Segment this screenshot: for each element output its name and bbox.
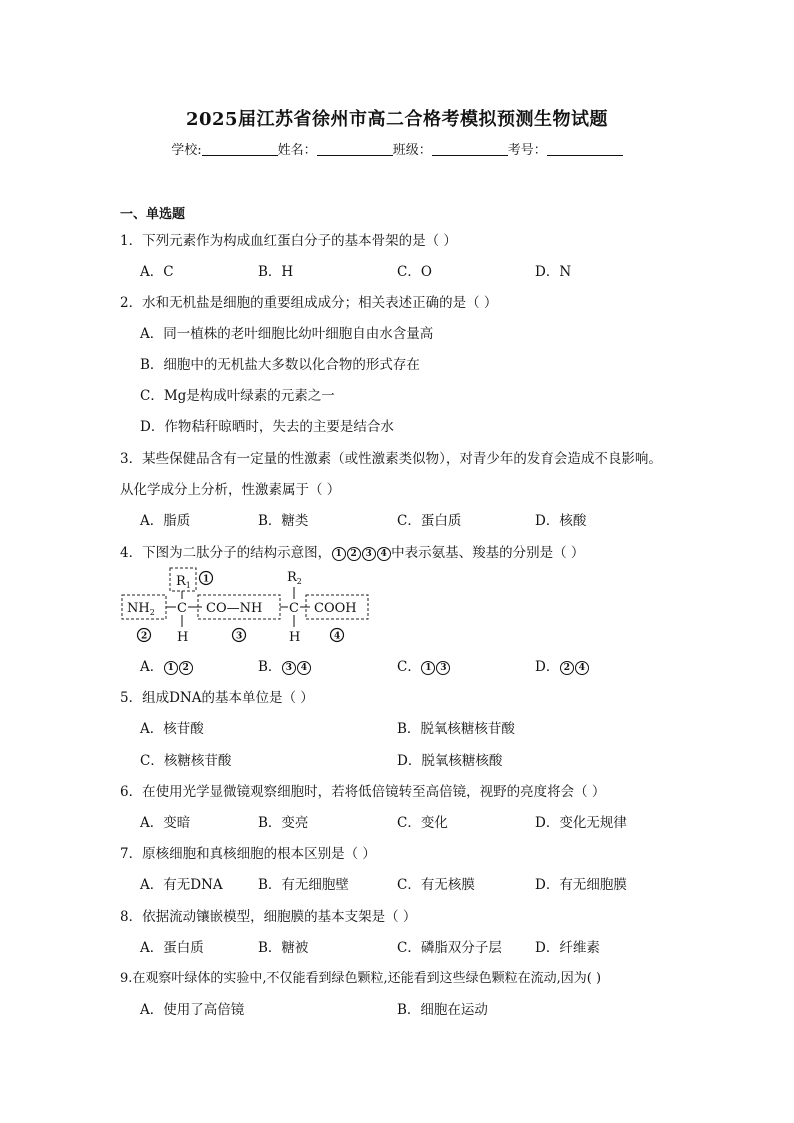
- q2-option-c: C．Mg是构成叶绿素的元素之一: [140, 388, 335, 404]
- q8-stem: 8．依据流动镶嵌模型，细胞膜的基本支架是（ ）: [120, 909, 417, 925]
- q6-option-d: D．变化无规律: [535, 815, 627, 831]
- q2-option-d: D．作物秸秆晾晒时，失去的主要是结合水: [140, 419, 394, 435]
- q1-stem: 1．下列元素作为构成血红蛋白分子的基本骨架的是（ ）: [120, 233, 457, 249]
- cooh-label: COOH: [314, 601, 357, 616]
- circle-icon: 3: [436, 661, 450, 675]
- marker-4: 4: [334, 631, 341, 642]
- page-title: 2025届江苏省徐州市高二合格考模拟预测生物试题: [185, 109, 609, 130]
- q4-option-d: D． 2 4: [535, 655, 589, 675]
- q2-option-b: B．细胞中的无机盐大多数以化合物的形式存在: [140, 357, 420, 373]
- q4-stem-post: 中表示氨基、羧基的分别是（ ）: [391, 545, 585, 561]
- q8-option-a: A．蛋白质: [140, 940, 204, 956]
- q3-option-b: B．糖类: [258, 513, 309, 529]
- q4-option-c: C． 1 3: [397, 655, 451, 675]
- q5-option-b: B．脱氧核糖核苷酸: [397, 721, 515, 737]
- q5-stem: 5．组成DNA的基本单位是（ ）: [120, 690, 314, 706]
- circle-icon: 4: [575, 661, 589, 675]
- q1-option-d: D．N: [535, 264, 572, 280]
- q3-option-d: D．核酸: [535, 513, 587, 529]
- class-blank[interactable]: [432, 143, 508, 156]
- q2-option-a: A．同一植株的老叶细胞比幼叶细胞自由水含量高: [140, 326, 434, 342]
- circle-icon: 1: [164, 661, 178, 675]
- q5-option-c: C．核糖核苷酸: [140, 753, 232, 769]
- hydrogen-1: H: [177, 630, 189, 645]
- q8-option-d: D．纤维素: [535, 940, 600, 956]
- exam-no-blank[interactable]: [547, 143, 623, 156]
- q3-option-c: C．蛋白质: [397, 513, 462, 529]
- circle-2-icon: 2: [347, 547, 361, 561]
- circle-4-icon: 4: [377, 547, 391, 561]
- r2-label: $R_2$: [287, 570, 302, 586]
- r1-label: $R_1$: [176, 574, 191, 590]
- q6-stem: 6．在使用光学显微镜观察细胞时，若将低倍镜转至高倍镜，视野的亮度将会（ ）: [120, 784, 606, 800]
- circle-1-icon: 1: [332, 547, 346, 561]
- q4-option-b: B． 3 4: [258, 655, 311, 675]
- co-nh-label: CO—NH: [206, 601, 263, 616]
- circle-icon: 3: [282, 661, 296, 675]
- alpha-carbon-2: C: [289, 601, 299, 616]
- q4-option-a: A． 1 2: [140, 655, 193, 675]
- marker-1: 1: [203, 574, 210, 585]
- circle-icon: 2: [179, 661, 193, 675]
- school-label: 学校:: [171, 143, 202, 158]
- section-heading: 一、单选题: [120, 207, 186, 222]
- q6-option-c: C．变化: [397, 815, 448, 831]
- school-blank[interactable]: [202, 143, 278, 156]
- q9-option-a: A．使用了高倍镜: [140, 1002, 245, 1018]
- circle-3-icon: 3: [362, 547, 376, 561]
- q7-option-b: B．有无细胞壁: [258, 877, 349, 893]
- q7-option-a: A．有无DNA: [140, 877, 223, 893]
- q8-option-c: C．磷脂双分子层: [397, 940, 502, 956]
- q3-stem-line1: 3．某些保健品含有一定量的性激素（或性激素类似物），对青少年的发育会造成不良影响。: [120, 451, 662, 467]
- q3-stem-line2: 从化学成分上分析，性激素属于（ ）: [120, 482, 341, 498]
- q7-option-d: D．有无细胞膜: [535, 877, 627, 893]
- q2-stem: 2．水和无机盐是细胞的重要组成成分；相关表述正确的是（ ）: [120, 295, 498, 311]
- circle-icon: 4: [297, 661, 311, 675]
- student-info: [0, 139, 794, 158]
- exam-no-label: 考号：: [507, 143, 547, 158]
- circle-icon: 2: [560, 661, 574, 675]
- circle-icon: 1: [421, 661, 435, 675]
- q1-option-b: B．H: [258, 264, 294, 280]
- q6-option-b: B．变亮: [258, 815, 309, 831]
- dipeptide-diagram: [118, 565, 378, 645]
- q1-option-a: A．C: [140, 264, 174, 280]
- nh2-label: $NH_2$: [127, 601, 155, 617]
- marker-2: 2: [141, 631, 148, 642]
- alpha-carbon-1: C: [177, 601, 187, 616]
- q6-option-a: A．变暗: [140, 815, 191, 831]
- q7-option-c: C．有无核膜: [397, 877, 475, 893]
- hydrogen-2: H: [289, 630, 301, 645]
- marker-3: 3: [236, 631, 243, 642]
- q9-option-b: B．细胞在运动: [397, 1002, 488, 1018]
- name-blank[interactable]: [317, 143, 393, 156]
- name-label: 姓名：: [277, 143, 317, 158]
- q4-stem: [120, 541, 584, 561]
- class-label: 班级：: [392, 143, 432, 158]
- q5-option-a: A．核苷酸: [140, 721, 204, 737]
- q3-option-a: A．脂质: [140, 513, 191, 529]
- q4-stem-pre: 4．下图为二肽分子的结构示意图，: [120, 545, 332, 561]
- q9-stem: 9.在观察叶绿体的实验中,不仅能看到绿色颗粒,还能看到这些绿色颗粒在流动,因为( ): [120, 971, 602, 986]
- q5-option-d: D．脱氧核糖核酸: [397, 753, 503, 769]
- q8-option-b: B．糖被: [258, 940, 309, 956]
- q1-option-c: C．O: [397, 264, 432, 280]
- q7-stem: 7．原核细胞和真核细胞的根本区别是（ ）: [120, 846, 376, 862]
